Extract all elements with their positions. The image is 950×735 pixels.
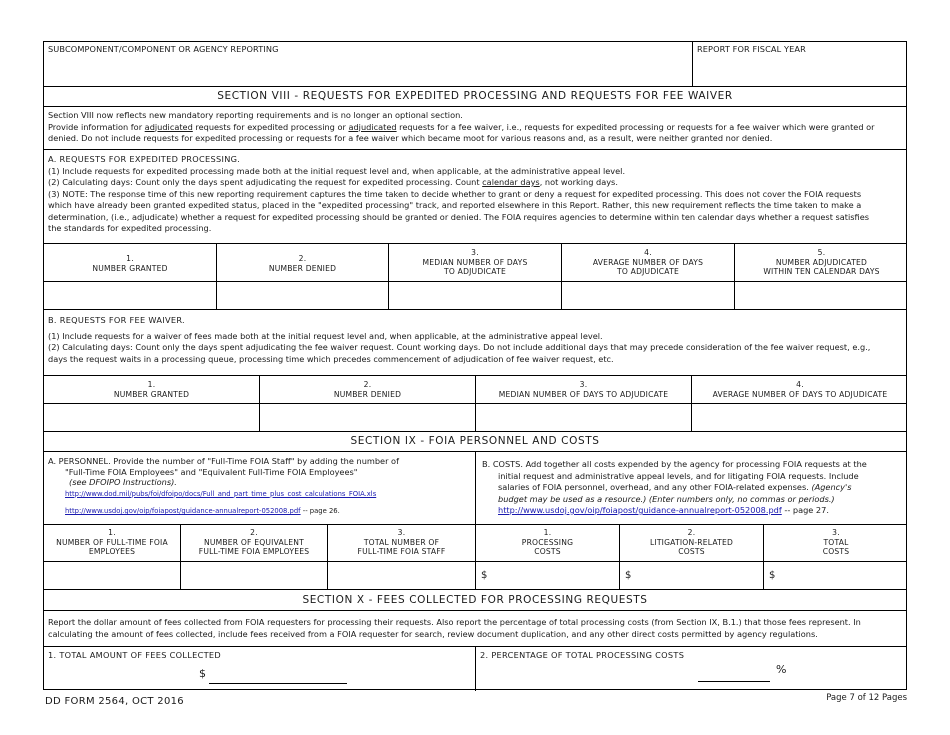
costs-line-2: initial request and administrative appeal levels, and for litigating FOIA requests. Include	[498, 470, 859, 481]
personnel-line-2: "Full-Time FOIA Employees" and "Equivalent Full-Time FOIA Employees"	[65, 466, 358, 477]
costs-instructions	[476, 452, 908, 524]
fees-line-2: calculating the amount of fees collected, include fees received from a FOIA requester for search, review document duplication, and any other direct costs permitted by agency regulations.	[48, 628, 818, 639]
costs-pdf-link[interactable]: http://www.usdoj.gov/oip/foiapost/guidance-annualreport-052008.pdf	[498, 505, 782, 515]
section-8-header	[44, 87, 906, 107]
fee-waiver-line-1: (1) Include requests for a waiver of fees made both at the initial request level and, when applicable, at the administrative appeal level.	[48, 330, 603, 341]
fee-waiver-col-1: 1. NUMBER GRANTED	[44, 376, 260, 403]
expedited-col-1: 1. NUMBER GRANTED	[44, 244, 217, 281]
section-9-header	[44, 432, 906, 452]
fee-waiver-instructions	[44, 310, 906, 376]
personnel-pdf-line: http://www.usdoj.gov/oip/foiapost/guidance-annualreport-052008.pdf -- page 26.	[65, 507, 340, 515]
expedited-denied-input[interactable]	[217, 282, 389, 309]
litigation-costs-input[interactable]	[620, 562, 764, 589]
percentage-input[interactable]	[698, 665, 770, 682]
fee-waiver-title: B. REQUESTS FOR FEE WAIVER.	[48, 315, 185, 325]
fee-waiver-denied-input[interactable]	[260, 404, 476, 431]
intro-line-1: Section VIII now reflects new mandatory reporting requirements and is no longer an optional section.	[48, 110, 463, 120]
total-fees-label: 1. TOTAL AMOUNT OF FEES COLLECTED	[48, 650, 221, 660]
costs-col-1: 1. PROCESSING COSTS	[476, 525, 620, 561]
intro-line-3: denied. Do not include requests for expedited processing or requests for a fee waiver which became moot for various reasons and, as a result, were neither granted nor denied.	[48, 133, 773, 143]
dollar-sign: $	[769, 570, 776, 581]
percentage-label: 2. PERCENTAGE OF TOTAL PROCESSING COSTS	[480, 650, 685, 660]
fee-waiver-col-2: 2. NUMBER DENIED	[260, 376, 476, 403]
form-number: DD FORM 2564, OCT 2016	[45, 696, 184, 707]
section-10-title: SECTION X - FEES COLLECTED FOR PROCESSING REQUESTS	[302, 594, 648, 606]
percentage-field	[476, 647, 908, 691]
expedited-line-2: (2) Calculating days: Count only the days spent adjudicating the request for expedited processing. Count calendar days, not working days.	[48, 177, 618, 187]
fiscal-year-field[interactable]	[693, 42, 908, 86]
expedited-note-2: which have already been granted expedited status, placed in the "expedited processing" track, and reported elsewhere in this Report. Rather, this new requirement reflects the time taken to make a	[48, 200, 862, 210]
expedited-note-3: determination, (i.e., adjudicate) whether a request for expedited processing should be granted or denied. The FOIA requires agencies to determine within ten calendar days whether a request satisfies	[48, 211, 870, 222]
intro-line-2: Provide information for adjudicated requests for expedited processing or adjudicated requests for a fee waiver, i.e., requests for expedited processing or requests for a fee waiver which were granted or	[48, 121, 875, 132]
fee-waiver-median-input[interactable]	[476, 404, 692, 431]
costs-line-3: salaries of FOIA personnel, overhead, and any other FOIA-related expenses. (Agency's	[498, 482, 852, 492]
total-costs-input[interactable]	[764, 562, 908, 589]
expedited-col-4: 4. AVERAGE NUMBER OF DAYS TO ADJUDICATE	[562, 244, 735, 281]
section-9-title: SECTION IX - FOIA PERSONNEL AND COSTS	[350, 435, 600, 447]
total-staff-input[interactable]	[328, 562, 476, 589]
personnel-col-3: 3. TOTAL NUMBER OF FULL-TIME FOIA STAFF	[328, 525, 476, 561]
section-10-header	[44, 590, 906, 611]
section-8-title: SECTION VIII - REQUESTS FOR EXPEDITED PROCESSING AND REQUESTS FOR FEE WAIVER	[217, 90, 733, 102]
section-9-input-row	[44, 562, 906, 590]
costs-col-3: 3. TOTAL COSTS	[822, 528, 850, 556]
expedited-granted-input[interactable]	[44, 282, 217, 309]
full-time-employees-input[interactable]	[44, 562, 181, 589]
personnel-line-3: (see DFOIPO Instructions).	[69, 477, 177, 487]
agency-label: SUBCOMPONENT/COMPONENT OR AGENCY REPORTING	[48, 44, 279, 54]
expedited-col-3: 3. MEDIAN NUMBER OF DAYS TO ADJUDICATE	[389, 244, 562, 281]
fee-waiver-col-4: 4. AVERAGE NUMBER OF DAYS TO ADJUDICATE	[712, 380, 888, 399]
fee-waiver-average-input[interactable]	[692, 404, 908, 431]
costs-line-1: B. COSTS. Add together all costs expended by the agency for processing FOIA requests at the	[482, 459, 867, 469]
section-9-col-headers	[44, 525, 906, 562]
dollar-sign: $	[481, 570, 488, 581]
costs-pdf-line: http://www.usdoj.gov/oip/foiapost/guidance-annualreport-052008.pdf -- page 27.	[498, 505, 829, 515]
expedited-median-input[interactable]	[389, 282, 562, 309]
expedited-col-2: 2. NUMBER DENIED	[217, 244, 389, 281]
form-page	[43, 41, 907, 690]
agency-field[interactable]	[44, 42, 693, 86]
fee-waiver-col-3: 3. MEDIAN NUMBER OF DAYS TO ADJUDICATE	[476, 376, 692, 403]
expedited-title: A. REQUESTS FOR EXPEDITED PROCESSING.	[48, 154, 241, 164]
expedited-line-1: (1) Include requests for expedited processing made both at the initial request level and, when applicable, at the administrative appeal level.	[48, 165, 626, 176]
percent-sign: %	[776, 663, 787, 676]
total-fees-field	[44, 647, 476, 691]
processing-costs-input[interactable]	[476, 562, 620, 589]
expedited-input-row	[44, 282, 906, 310]
section-9-instructions	[44, 452, 906, 525]
fiscal-year-label: REPORT FOR FISCAL YEAR	[697, 44, 806, 54]
fee-waiver-granted-input[interactable]	[44, 404, 260, 431]
agency-row	[44, 42, 906, 87]
fee-waiver-col-headers	[44, 376, 906, 404]
fees-line-1: Report the dollar amount of fees collected from FOIA requesters for processing their requests. Also report the percentage of total processing costs (from Section IX, B.1.) that those fees represent. In	[48, 617, 861, 627]
section-8-intro	[44, 107, 906, 150]
expedited-ten-days-input[interactable]	[735, 282, 908, 309]
fee-waiver-input-row	[44, 404, 906, 432]
personnel-instructions	[44, 452, 476, 524]
expedited-instructions	[44, 150, 906, 244]
costs-line-4: budget may be used as a resource.) (Enter numbers only, no commas or periods.)	[498, 493, 835, 504]
fee-waiver-line-2: (2) Calculating days: Count only the days spent adjudicating the fee waiver request. Count working days. Do not include additional days that may precede consideration of the fee waiver request, e.g.,	[48, 342, 871, 352]
expedited-note-1: (3) NOTE: The response time of this new reporting requirement captures the time taken to decide whether to grant or deny a request for expedited processing. This does not cover the FOIA requests	[48, 188, 862, 199]
section-10-fields	[44, 647, 906, 691]
page-number: Page 7 of 12 Pages	[826, 693, 907, 703]
personnel-col-1: 1. NUMBER OF FULL-TIME FOIA EMPLOYEES	[44, 525, 181, 561]
personnel-line-1: A. PERSONNEL. Provide the number of "Full-Time FOIA Staff" by adding the number of	[48, 456, 399, 466]
personnel-xls-link[interactable]: http://www.dod.mil/pubs/foi/dfoipo/docs/Full_and_part_time_plus_cost_calculations_FOIA.xls	[65, 489, 377, 498]
expedited-col-5: 5. NUMBER ADJUDICATED WITHIN TEN CALENDAR DAYS	[763, 248, 880, 276]
costs-col-2: 2. LITIGATION-RELATED COSTS	[620, 525, 764, 561]
fee-waiver-line-3: days the request waits in a processing queue, processing time which precedes commencement of adjudication of fee waiver request, etc.	[48, 353, 614, 364]
expedited-average-input[interactable]	[562, 282, 735, 309]
expedited-col-headers	[44, 244, 906, 282]
dollar-sign: $	[199, 667, 206, 680]
personnel-pdf-link[interactable]: http://www.usdoj.gov/oip/foiapost/guidance-annualreport-052008.pdf	[65, 507, 301, 515]
section-10-instructions	[44, 611, 906, 647]
personnel-col-2: 2. NUMBER OF EQUIVALENT FULL-TIME FOIA EMPLOYEES	[181, 525, 328, 561]
equivalent-employees-input[interactable]	[181, 562, 328, 589]
dollar-sign: $	[625, 570, 632, 581]
total-fees-input[interactable]	[209, 667, 347, 684]
expedited-note-4: the standards for expedited processing.	[48, 223, 212, 233]
